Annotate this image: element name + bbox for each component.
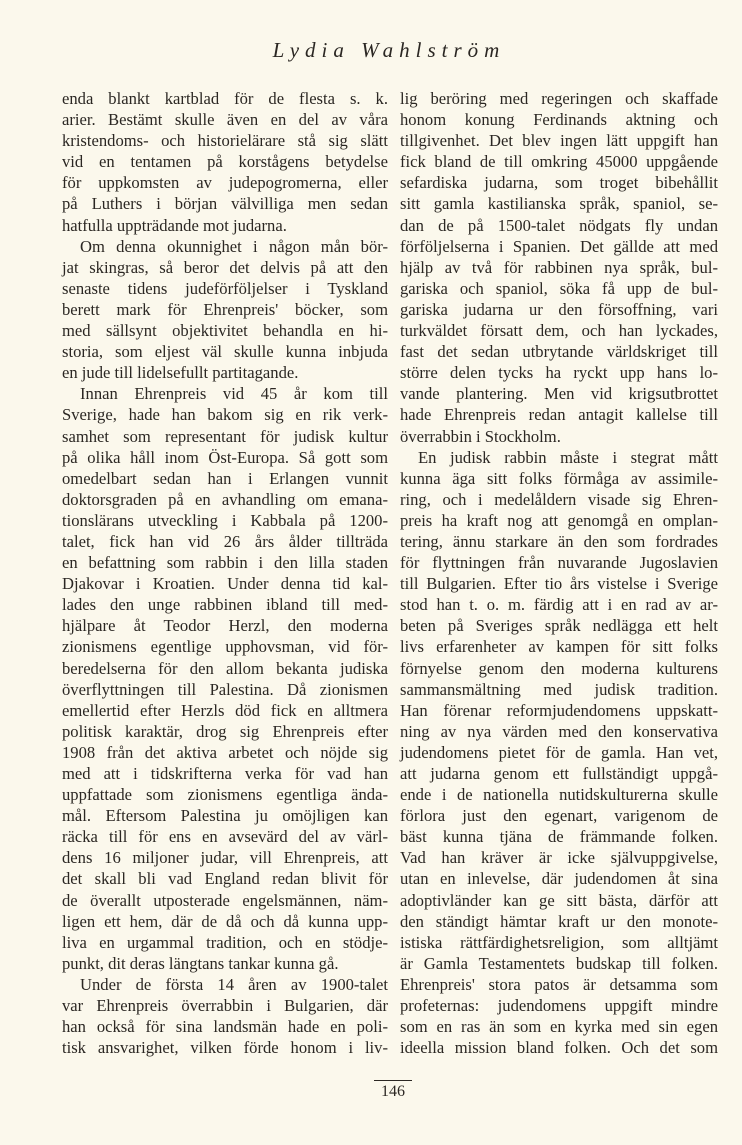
right-column-text-line: profeternas: judendomens uppgift mindre (400, 996, 718, 1016)
right-column-text-line: En judisk rabbin måste i stegrat mått (418, 447, 718, 467)
left-column-text-line: talet, fick han vid 26 års ålder tillträda (62, 531, 388, 551)
right-column-text-line: Han förenar reformjudendomens uppskatt- (400, 700, 718, 720)
right-column-text-line: ideella mission bland folken. Och det som (400, 1038, 718, 1058)
left-column-text-line: lades den unge rabbinen ibland till med- (62, 595, 388, 615)
right-column-text-line: vande plantering. Men vid krigsutbrottet (400, 384, 718, 404)
left-column-text-line: samhet som representant för judisk kultur (62, 426, 388, 446)
left-column-text-line: emellertid efter Herzls död fick en alltmera (62, 700, 388, 720)
right-column-text-line: större delen tycks ha ryckt upp hans lo- (400, 363, 718, 383)
right-column-text-line: honom konung Ferdinands aktning och (400, 110, 718, 130)
left-column-text-line: Innan Ehrenpreis vid 45 år kom till (80, 384, 388, 404)
right-column-text-line: ring, och i medelåldern visade sig Ehren- (400, 489, 718, 509)
left-column-text-line: punkt, dit deras längtans tankar kunna gå. (62, 953, 339, 973)
left-text-column (62, 88, 388, 1058)
left-column-text-line: mål. Eftersom Palestina ju omöjligen kan (62, 806, 388, 826)
left-column-text-line: en jude till lidelsefullt partitagande. (62, 363, 299, 383)
left-column-text-line: en befattning som rabbin i den lilla staden (62, 553, 388, 573)
right-column-text-line: kunna äga sitt folks förmåga av assimile- (400, 468, 718, 488)
left-column-text-line: Djakovar i Kroatien. Under denna tid kal- (62, 574, 388, 594)
right-column-text-line: dan de på 1500-talet nödgats fly undan (400, 215, 718, 235)
left-column-text-line: Om denna okunnighet i någon mån bör- (80, 236, 388, 256)
left-column-text-line: ligen ett hem, där de då och då kunna upp- (62, 911, 388, 931)
right-column-text-line: är Gamla Testamentets budskap till folken. (400, 953, 718, 973)
right-column-text-line: tering, ännu starkare än den som fordrades (400, 531, 718, 551)
left-column-text-line: med sällsynt objektivitet behandla en hi- (62, 321, 388, 341)
left-column-text-line: zionismens egentlige upphovsman, vid för- (62, 637, 388, 657)
left-column-text-line: räcka till för ens en avsevärd del av värl- (62, 827, 388, 847)
right-column-text-line: hjälp av två för rabbinen nya språk, bul- (400, 257, 718, 277)
right-column-text-line: sefardiska judarna, som troget bibehållit (400, 173, 718, 193)
left-column-text-line: uppfattade som zionismens egentliga ända- (62, 785, 388, 805)
right-column-text-line: fast det sedan utbrytande världskriget till (400, 342, 718, 362)
right-column-text-line: preis ha kraft nog att genomgå en omplan- (400, 510, 718, 530)
right-column-text-line: ende i de nationella nutidskulturerna skulle (400, 785, 718, 805)
right-column-text-line: adoptivländer kan ge sitt bästa, därför att (400, 890, 718, 910)
left-column-text-line: överflyttningen till Palestina. Då zionismen (62, 679, 388, 699)
left-column-text-line: jat skingras, så beror det delvis på att den (62, 257, 388, 277)
left-column-text-line: beredelserna för den allom bekanta judiska (62, 658, 388, 678)
right-column-text-line: förföljelserna i Spanien. Det gällde att med (400, 236, 718, 256)
left-column-text-line: för uppkomsten av judepogromerna, eller (62, 173, 388, 193)
right-column-text-line: stod han t. o. m. färdig att i en rad av ar- (400, 595, 718, 615)
left-column-text-line: det skall bli vad England redan blivit för (62, 869, 388, 889)
right-column-text-line: turkväldet försatt dem, och han lyckades, (400, 321, 718, 341)
right-column-text-line: judendomens pietet för de gamla. Han vet, (400, 742, 718, 762)
right-column-text-line: istiska rättfärdighetsreligion, som alltjämt (400, 932, 718, 952)
left-column-text-line: 1908 från det aktiva arbetet och nöjde sig (62, 742, 388, 762)
right-column-text-line: bäst kunna tjäna de främmande folken. (400, 827, 718, 847)
right-column-text-line: ning av nya värden med den konservativa (400, 721, 718, 741)
right-column-text-line: hade Ehrenpreis redan antagit kallelse till (400, 405, 718, 425)
left-column-text-line: berett mark för Ehrenpreis' böcker, som (62, 299, 388, 319)
left-column-text-line: omedelbart sedan han i Erlangen vunnit (62, 468, 388, 488)
right-column-text-line: lig beröring med regeringen och skaffade (400, 89, 718, 108)
left-column-text-line: på Luthers i början välvilliga men sedan (62, 194, 388, 214)
left-column-text-line: tionslärans utveckling i Kabbala på 1200- (62, 510, 388, 530)
left-column-text-line: kristendoms- och historielärare stå sig slätt (62, 131, 388, 151)
right-column-text-line: sammansmältning med judisk tradition. (400, 679, 718, 699)
left-column-text-line: liva en urgammal tradition, och en stödje- (62, 932, 388, 952)
running-header: Lydia Wahlström (272, 38, 506, 62)
right-column-text-line: tillgivenhet. Det blev ingen lätt uppgift han (400, 131, 718, 151)
right-column-text-line: livs erfarenheter av kampen för sitt folks (400, 637, 718, 657)
left-column-text-line: Sverige, hade han bakom sig en rik verk- (62, 405, 388, 425)
right-text-column (400, 88, 718, 1058)
left-column-text-line: hjälpare åt Teodor Herzl, den moderna (62, 616, 388, 636)
left-column-text-line: storia, som eljest väl skulle kunna inbjuda (62, 342, 388, 362)
left-column-text-line: han också för sina landsmän hade en poli- (62, 1017, 388, 1037)
right-column-text-line: att judarna genom ett fullständigt uppgå- (400, 764, 718, 783)
left-column-text-line: Under de första 14 åren av 1900-talet (80, 974, 388, 994)
left-column-text-line: på olika håll inom Öst-Europa. Så gott som (62, 447, 388, 467)
left-column-text-line: tisk ansvarighet, vilken förde honom i liv- (62, 1038, 388, 1058)
left-column-text-line: de överallt utposterade engelsmännen, näm- (62, 890, 388, 910)
left-column-text-line: vid en tentamen på korstågens betydelse (62, 152, 388, 172)
right-column-text-line: fick bland de till omkring 45000 uppgående (400, 152, 718, 172)
left-column-text-line: doktorsgraden på en avhandling om emana- (62, 489, 388, 509)
right-column-text-line: Vad han kräver är icke självuppgivelse, (400, 848, 718, 868)
right-column-text-line: förlora just den egenart, varigenom de (400, 806, 718, 826)
right-column-text-line: till Bulgarien. Efter tio års vistelse i Sverige (400, 574, 718, 594)
right-column-text-line: sitt gamla kastilianska språk, spaniol, se- (400, 194, 718, 214)
left-column-text-line: arier. Bestämt skulle även en del av våra (62, 110, 388, 130)
left-column-text-line: med att i tidskrifterna verka för vad han (62, 764, 388, 783)
right-column-text-line: som en ras än som en kyrka med sin egen (400, 1017, 718, 1037)
right-column-text-line: beten på Sveriges språk nedlägga ett helt (400, 616, 718, 636)
left-column-text-line: dens 16 miljoner judar, vill Ehrenpreis, att (62, 848, 388, 868)
right-column-text-line: gariska och spaniol, söka få upp de bul- (400, 278, 718, 298)
left-column-text-line: politisk karaktär, drog sig Ehrenpreis efter (62, 721, 388, 741)
left-column-text-line: hatfulla uppträdande mot judarna. (62, 215, 287, 235)
right-column-text-line: den ständigt hämtar kraft ur den monote- (400, 911, 718, 931)
right-column-text-line: för flyttningen från nuvarande Jugoslavien (400, 553, 718, 573)
right-column-text-line: Ehrenpreis' stora patos är detsamma som (400, 974, 718, 994)
page-number: 146 (374, 1080, 412, 1101)
left-column-text-line: var Ehrenpreis överrabbin i Bulgarien, där (62, 996, 388, 1016)
right-column-text-line: gariska judarna ur den försoffning, vari (400, 299, 718, 319)
left-column-text-line: senaste tidens judeförföljelser i Tyskland (62, 278, 388, 298)
right-column-text-line: utan en inlevelse, där judendomen åt sina (400, 869, 718, 889)
left-column-text-line: enda blankt kartblad för de flesta s. k. (62, 89, 388, 108)
right-column-text-line: överrabbin i Stockholm. (400, 426, 561, 446)
right-column-text-line: förnyelse genom den moderna kulturens (400, 658, 718, 678)
